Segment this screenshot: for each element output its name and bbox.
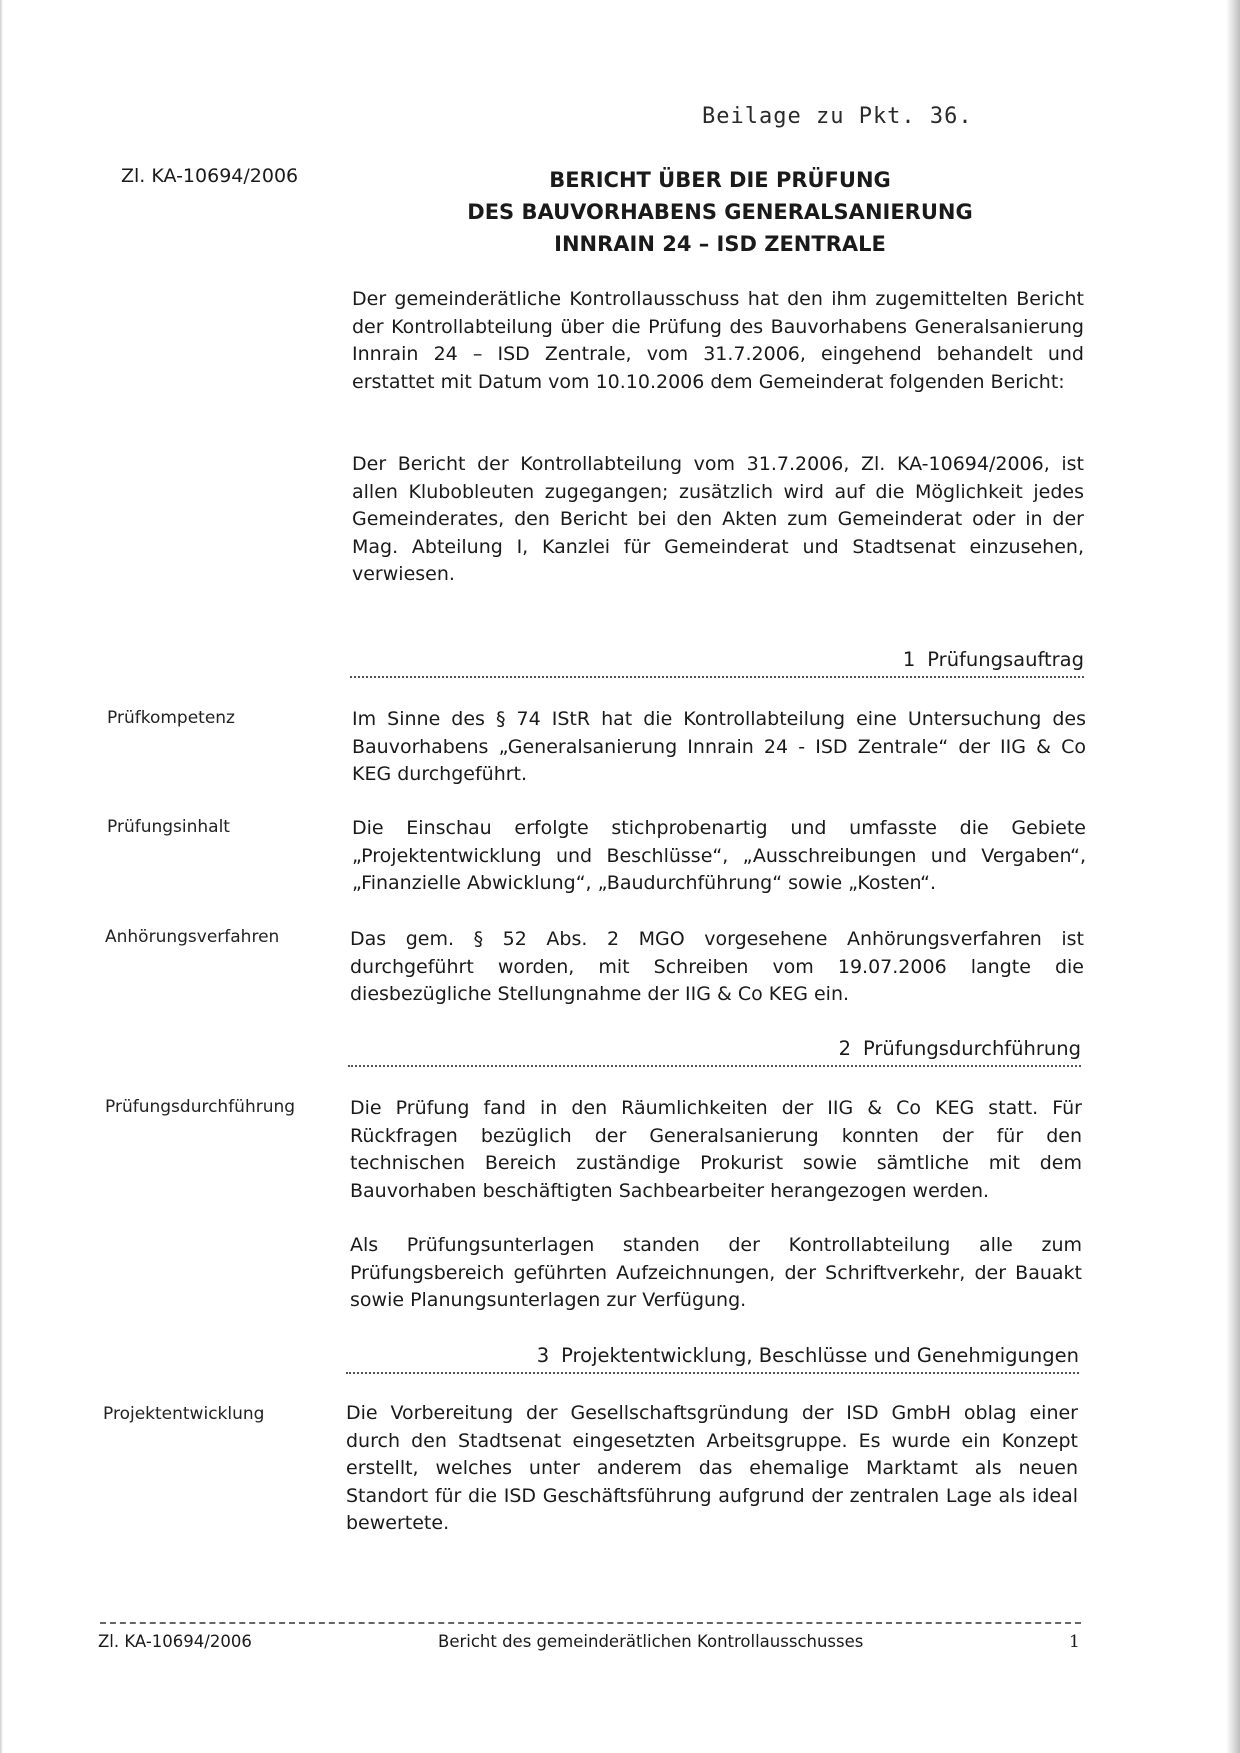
- footer-title: Bericht des gemeinderätlichen Kontrollausschusses: [438, 1632, 864, 1651]
- paragraph-pruefungsinhalt: Die Einschau erfolgte stichprobenartig und umfasste die Gebiete „Projektentwicklung und Beschlüsse“, „Ausschreibungen und Vergaben“, „Finanzielle Abwicklung“, „Baudurchführung“ sowie „Kosten“.: [352, 817, 1086, 894]
- scan-edge-left: [0, 0, 3, 1753]
- title-line: DES BAUVORHABENS GENERALSANIERUNG: [467, 200, 973, 224]
- margin-label-pruefungsinhalt: Prüfungsinhalt: [107, 817, 230, 837]
- section-heading-3: [346, 1344, 1079, 1374]
- intro-paragraph-1: Der gemeinderätliche Kontrollausschuss hat den ihm zugemittelten Bericht der Kontrollabteilung über die Prüfung des Bauvorhabens Generalsanierung Innrain 24 – ISD Zentrale, vom 31.7.2006, eingehend behandelt und erstattet mit Datum vom 10.10.2006 dem Gemeinderat folgenden Bericht:: [352, 288, 1084, 393]
- reference-number: Zl. KA-10694/2006: [121, 165, 299, 187]
- section-number: 3: [536, 1344, 550, 1367]
- title-line: INNRAIN 24 – ISD ZENTRALE: [554, 232, 886, 256]
- section-title: Projektentwicklung, Beschlüsse und Genehmigungen: [561, 1344, 1079, 1367]
- page-number: 1: [1069, 1632, 1080, 1652]
- footer-reference: Zl. KA-10694/2006: [98, 1632, 252, 1651]
- margin-label-pruefkompetenz: Prüfkompetenz: [107, 708, 235, 728]
- section-title: Prüfungsauftrag: [927, 648, 1084, 671]
- section-title: Prüfungsdurchführung: [862, 1037, 1081, 1060]
- title-line: BERICHT ÜBER DIE PRÜFUNG: [549, 168, 891, 192]
- footer-divider: [100, 1622, 1081, 1624]
- margin-label-pruefungsdurchfuehrung: Prüfungsdurchführung: [105, 1097, 296, 1117]
- report-title: [330, 164, 1110, 260]
- attachment-stamp: Beilage zu Pkt. 36.: [702, 104, 973, 129]
- section-heading-2: [348, 1037, 1081, 1067]
- section-heading-1: [350, 648, 1084, 678]
- margin-label-anhoerungsverfahren: Anhörungsverfahren: [105, 927, 280, 947]
- paragraph-pruefkompetenz: Im Sinne des § 74 IStR hat die Kontrollabteilung eine Untersuchung des Bauvorhabens „Generalsanierung Innrain 24 - ISD Zentrale“ der IIG & Co KEG durchgeführt.: [352, 708, 1086, 785]
- paragraph-pruefungsdurchfuehrung: Die Prüfung fand in den Räumlichkeiten der IIG & Co KEG statt. Für Rückfragen bezüglich der Generalsanierung konnten der für den technischen Bereich zuständige Prokurist sowie sämtliche mit dem Bauvorhaben beschäftigten Sachbearbeiter herangezogen werden.: [350, 1097, 1082, 1202]
- paragraph-anhoerungsverfahren: Das gem. § 52 Abs. 2 MGO vorgesehene Anhörungsverfahren ist durchgeführt worden, mit Schreiben vom 19.07.2006 langte die diesbezügliche Stellungnahme der IIG & Co KEG ein.: [350, 928, 1084, 1005]
- margin-label-projektentwicklung: Projektentwicklung: [103, 1404, 265, 1424]
- intro-paragraph-2: Der Bericht der Kontrollabteilung vom 31.7.2006, Zl. KA-10694/2006, ist allen Klubobleuten zugegangen; zusätzlich wird auf die Möglichkeit jedes Gemeinderates, den Bericht bei den Akten zum Gemeinderat oder in der Mag. Abteilung I, Kanzlei für Gemeinderat und Stadtsenat einzusehen, verwiesen.: [352, 453, 1084, 585]
- paragraph-pruefungsunterlagen: Als Prüfungsunterlagen standen der Kontrollabteilung alle zum Prüfungsbereich geführten Aufzeichnungen, der Schriftverkehr, der Bauakt sowie Planungsunterlagen zur Verfügung.: [350, 1234, 1082, 1311]
- section-number: 2: [838, 1037, 851, 1060]
- paragraph-projektentwicklung: Die Vorbereitung der Gesellschaftsgründung der ISD GmbH oblag einer durch den Stadtsenat eingesetzten Arbeitsgruppe. Es wurde ein Konzept erstellt, welches unter anderem das ehemalige Marktamt als neuen Standort für die ISD Geschäftsführung aufgrund der zentralen Lage als ideal bewertete.: [346, 1402, 1078, 1534]
- section-number: 1: [902, 648, 916, 671]
- scan-edge-right: [1226, 0, 1240, 1753]
